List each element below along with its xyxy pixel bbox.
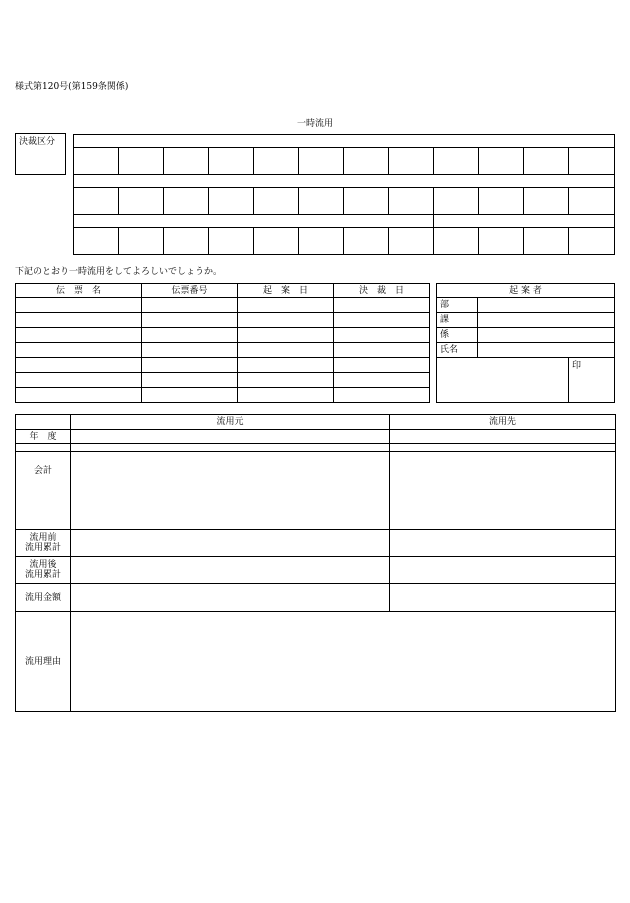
destination-before-field[interactable] (390, 530, 616, 557)
transfer-reason-label: 流用理由 (16, 612, 71, 712)
decision-cell[interactable] (479, 188, 524, 215)
decision-cell[interactable] (164, 148, 209, 175)
table-row (16, 373, 430, 388)
voucher-cell[interactable] (142, 313, 238, 328)
decision-cell[interactable] (164, 228, 209, 255)
subsection-field[interactable] (478, 328, 615, 343)
voucher-cell[interactable] (142, 343, 238, 358)
table-row (16, 343, 430, 358)
decision-cell[interactable] (434, 188, 479, 215)
decision-cell[interactable] (344, 188, 389, 215)
source-account-field[interactable] (71, 452, 390, 530)
drafter-header: 起 案 者 (437, 284, 615, 298)
decision-header-row[interactable] (74, 215, 434, 228)
decision-grid (73, 134, 615, 255)
voucher-cell[interactable] (334, 388, 430, 403)
subsection-label: 係 (437, 328, 478, 343)
decision-cell[interactable] (254, 228, 299, 255)
table-row (16, 358, 430, 373)
voucher-cell[interactable] (238, 343, 334, 358)
department-field[interactable] (478, 298, 615, 313)
destination-header: 流用先 (390, 415, 616, 430)
decision-cell[interactable] (524, 148, 569, 175)
seal-label: 印 (569, 358, 615, 403)
decision-cell[interactable] (569, 188, 615, 215)
request-text: 下記のとおり一時流用をしてよろしいでしょうか。 (15, 267, 223, 277)
spacer-cell (16, 444, 71, 452)
decision-cell[interactable] (479, 148, 524, 175)
source-spacer-field[interactable] (71, 444, 390, 452)
table-row (16, 298, 430, 313)
voucher-cell[interactable] (142, 328, 238, 343)
before-transfer-label (16, 530, 71, 557)
decision-cell[interactable] (479, 228, 524, 255)
destination-spacer-field[interactable] (390, 444, 616, 452)
voucher-cell[interactable] (238, 388, 334, 403)
voucher-cell[interactable] (238, 358, 334, 373)
decision-cell[interactable] (209, 228, 254, 255)
voucher-table (15, 283, 430, 403)
decision-cell[interactable] (524, 228, 569, 255)
voucher-cell[interactable] (16, 313, 142, 328)
decision-category-label: 決裁区分 (19, 137, 56, 147)
decision-cell[interactable] (74, 148, 119, 175)
decision-cell[interactable] (344, 148, 389, 175)
decision-cell[interactable] (299, 188, 344, 215)
voucher-cell[interactable] (334, 313, 430, 328)
decision-cell[interactable] (389, 148, 434, 175)
decision-cell[interactable] (299, 228, 344, 255)
decision-cell[interactable] (209, 148, 254, 175)
account-label: 会計 (16, 452, 71, 530)
voucher-cell[interactable] (238, 298, 334, 313)
voucher-number-header: 伝票番号 (142, 284, 238, 298)
page-title: 一時流用 (296, 119, 333, 129)
section-label: 課 (437, 313, 478, 328)
voucher-cell[interactable] (142, 373, 238, 388)
name-label: 氏名 (437, 343, 478, 358)
drafter-table (436, 283, 615, 403)
source-after-field[interactable] (71, 557, 390, 584)
voucher-cell[interactable] (334, 343, 430, 358)
decision-cell[interactable] (389, 228, 434, 255)
section-field[interactable] (478, 313, 615, 328)
destination-year-field[interactable] (390, 430, 616, 444)
decision-cell[interactable] (524, 188, 569, 215)
voucher-cell[interactable] (142, 388, 238, 403)
voucher-cell[interactable] (334, 328, 430, 343)
voucher-cell[interactable] (142, 358, 238, 373)
table-row (16, 388, 430, 403)
decision-cell[interactable] (74, 188, 119, 215)
decision-category-box (15, 133, 66, 175)
decision-cell[interactable] (119, 228, 164, 255)
after-transfer-label (16, 557, 71, 584)
voucher-cell[interactable] (334, 373, 430, 388)
decision-cell[interactable] (164, 188, 209, 215)
decision-cell[interactable] (74, 228, 119, 255)
fiscal-year-label: 年 度 (16, 430, 71, 444)
source-before-field[interactable] (71, 530, 390, 557)
table-row (16, 313, 430, 328)
decision-cell[interactable] (569, 228, 615, 255)
voucher-cell[interactable] (16, 328, 142, 343)
decision-header-row[interactable] (74, 135, 615, 148)
voucher-cell[interactable] (16, 373, 142, 388)
signature-area[interactable] (437, 358, 569, 403)
destination-amount-field[interactable] (390, 584, 616, 612)
decision-date-header: 決 裁 日 (334, 284, 430, 298)
voucher-cell[interactable] (238, 373, 334, 388)
destination-after-field[interactable] (390, 557, 616, 584)
voucher-cell[interactable] (334, 298, 430, 313)
voucher-cell[interactable] (238, 328, 334, 343)
source-header: 流用元 (71, 415, 390, 430)
voucher-cell[interactable] (16, 388, 142, 403)
voucher-cell[interactable] (16, 298, 142, 313)
after-transfer-line1: 流用後 (29, 560, 57, 570)
corner-cell (16, 415, 71, 430)
after-transfer-line2: 流用累計 (24, 570, 61, 580)
decision-cell[interactable] (119, 148, 164, 175)
before-transfer-line2: 流用累計 (24, 543, 61, 553)
draft-date-header: 起 案 日 (238, 284, 334, 298)
voucher-name-header: 伝 票 名 (16, 284, 142, 298)
form-number: 様式第120号(第159条関係) (15, 82, 129, 92)
name-field[interactable] (478, 343, 615, 358)
before-transfer-line1: 流用前 (29, 533, 57, 543)
department-label: 部 (437, 298, 478, 313)
voucher-cell[interactable] (16, 343, 142, 358)
decision-cell[interactable] (299, 148, 344, 175)
decision-cell[interactable] (344, 228, 389, 255)
decision-cell[interactable] (254, 188, 299, 215)
decision-cell[interactable] (389, 188, 434, 215)
decision-cell[interactable] (209, 188, 254, 215)
decision-header-row[interactable] (74, 175, 615, 188)
transfer-reason-field[interactable] (71, 612, 616, 712)
decision-header-row[interactable] (434, 215, 615, 228)
voucher-cell[interactable] (142, 298, 238, 313)
decision-cell[interactable] (569, 148, 615, 175)
source-year-field[interactable] (71, 430, 390, 444)
decision-cell[interactable] (434, 228, 479, 255)
table-row (16, 328, 430, 343)
source-amount-field[interactable] (71, 584, 390, 612)
voucher-cell[interactable] (238, 313, 334, 328)
voucher-cell[interactable] (334, 358, 430, 373)
destination-account-field[interactable] (390, 452, 616, 530)
decision-cell[interactable] (119, 188, 164, 215)
transfer-amount-label: 流用金額 (16, 584, 71, 612)
voucher-cell[interactable] (16, 358, 142, 373)
transfer-table (15, 414, 616, 712)
decision-cell[interactable] (434, 148, 479, 175)
decision-cell[interactable] (254, 148, 299, 175)
